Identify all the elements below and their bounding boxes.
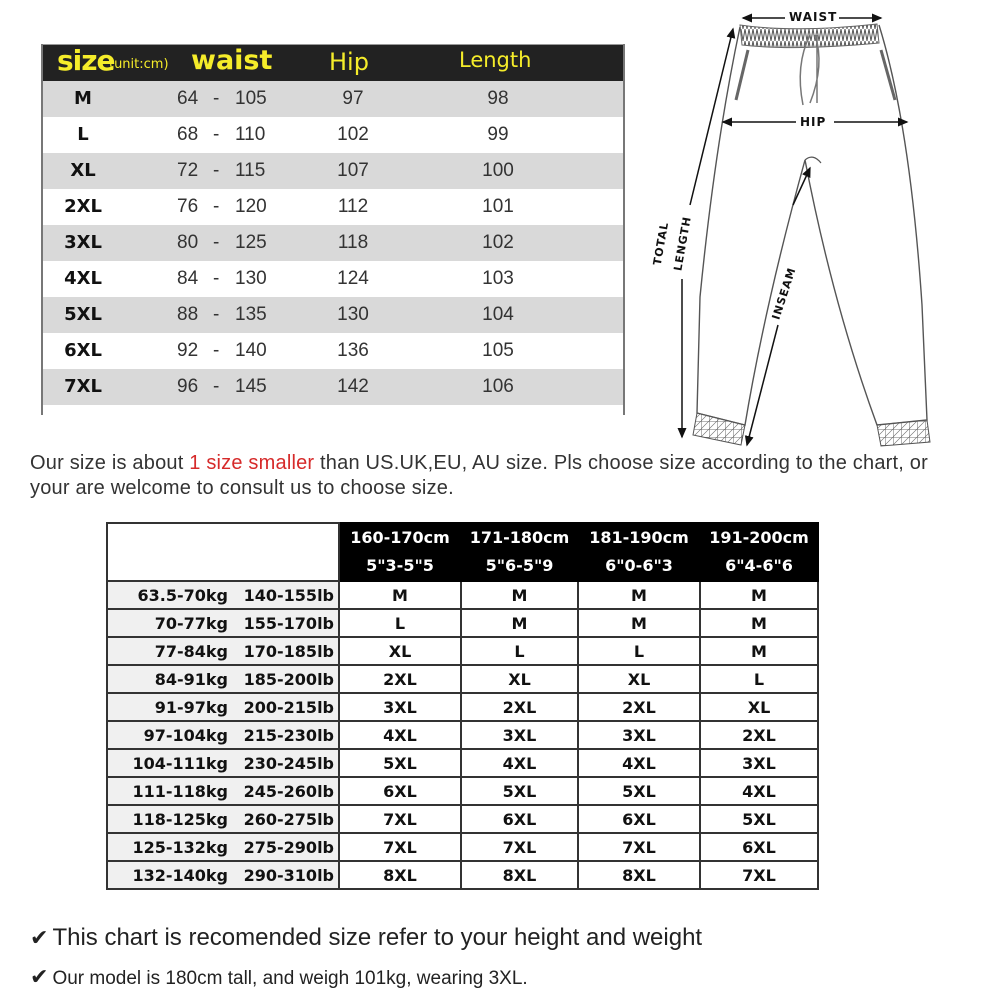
height-ft: 6"4-6"6: [725, 556, 793, 575]
table-tail: [43, 405, 623, 415]
size-cell: 6XL: [64, 340, 102, 361]
weight-lb: 290-310lb: [243, 865, 334, 885]
weight-lb: 245-260lb: [243, 781, 334, 801]
footnote-text: This chart is recomended size refer to your height and weight: [52, 924, 703, 951]
dash: -: [213, 340, 220, 361]
size-cell: L: [77, 124, 89, 145]
table-row: [43, 81, 623, 117]
size-cell: L: [700, 665, 818, 693]
length-cell: 99: [487, 124, 509, 145]
dash: -: [213, 232, 220, 253]
table-row: [43, 189, 623, 225]
hip-cell: 130: [337, 304, 369, 325]
table-row: [107, 777, 818, 805]
size-cell: 2XL: [64, 196, 102, 217]
weight-lb: 170-185lb: [243, 641, 334, 661]
size-cell: 8XL: [461, 861, 578, 889]
total-label: TOTAL: [650, 220, 672, 267]
table-row: [107, 805, 818, 833]
size-cell: 8XL: [578, 861, 700, 889]
table-row: [107, 861, 818, 889]
size-cell: 2XL: [700, 721, 818, 749]
footnote-text: Our model is 180cm tall, and weigh 101kg, wearing 3XL.: [52, 968, 528, 989]
size-cell: XL: [339, 637, 461, 665]
table-row: [107, 721, 818, 749]
weight-cell: [107, 777, 339, 805]
check-icon: ✔: [30, 964, 49, 989]
dash: -: [213, 196, 220, 217]
size-cell: 5XL: [700, 805, 818, 833]
table-row: [43, 297, 623, 333]
height-ft: 6"0-6"3: [605, 556, 673, 575]
corner-cell: [107, 523, 339, 581]
size-cell: 4XL: [700, 777, 818, 805]
header-length: Length: [459, 48, 532, 72]
weight-cell: [107, 693, 339, 721]
size-cell: 4XL: [461, 749, 578, 777]
waist-min-cell: 92: [177, 340, 199, 361]
table-row: [43, 153, 623, 189]
table-row: [43, 333, 623, 369]
header-hip: Hip: [329, 48, 369, 76]
waist-min-cell: 84: [177, 268, 199, 289]
weight-cell: [107, 581, 339, 609]
sizing-note: [30, 451, 930, 501]
weight-kg: 84-91kg: [154, 669, 228, 689]
size-cell: 3XL: [700, 749, 818, 777]
size-cell: 4XL: [578, 749, 700, 777]
height-cm: 181-190cm: [589, 528, 689, 547]
waist-min-cell: 72: [177, 160, 199, 181]
length-cell: 103: [482, 268, 514, 289]
size-cell: 7XL: [578, 833, 700, 861]
weight-lb: 155-170lb: [243, 613, 334, 633]
size-cell: 7XL: [64, 376, 102, 397]
table-row: [107, 693, 818, 721]
size-cell: L: [339, 609, 461, 637]
hip-cell: 97: [342, 88, 364, 109]
hip-cell: 136: [337, 340, 369, 361]
pants-measurement-diagram: [645, 5, 940, 455]
size-cell: 2XL: [339, 665, 461, 693]
size-cell: 5XL: [64, 304, 102, 325]
dash: -: [213, 376, 220, 397]
size-cell: M: [578, 609, 700, 637]
height-col-1: [339, 523, 461, 581]
weight-lb: 215-230lb: [243, 725, 334, 745]
size-cell: 6XL: [461, 805, 578, 833]
size-cell: 3XL: [339, 693, 461, 721]
weight-cell: [107, 637, 339, 665]
waist-max-cell: 130: [235, 268, 267, 289]
dash: -: [213, 88, 220, 109]
hip-cell: 112: [337, 196, 369, 217]
size-cell: XL: [578, 665, 700, 693]
weight-cell: [107, 749, 339, 777]
table-row: [107, 665, 818, 693]
length-cell: 106: [482, 376, 514, 397]
weight-kg: 91-97kg: [154, 697, 228, 717]
size-cell: 3XL: [64, 232, 102, 253]
weight-cell: [107, 833, 339, 861]
length-label: LENGTH: [671, 215, 694, 272]
height-ft: 5"6-5"9: [485, 556, 554, 575]
size-cell: 5XL: [461, 777, 578, 805]
hip-cell: 124: [337, 268, 369, 289]
waist-max-cell: 120: [235, 196, 267, 217]
length-cell: 104: [482, 304, 514, 325]
weight-cell: [107, 609, 339, 637]
hip-label: HIP: [800, 115, 827, 129]
height-weight-size-table: [106, 522, 819, 890]
size-measurement-table: [41, 44, 625, 415]
size-cell: XL: [700, 693, 818, 721]
weight-cell: [107, 805, 339, 833]
weight-cell: [107, 721, 339, 749]
waist-max-cell: 145: [235, 376, 267, 397]
waist-label: WAIST: [789, 10, 838, 24]
weight-lb: 200-215lb: [243, 697, 334, 717]
size-cell: 3XL: [578, 721, 700, 749]
size-cell: 7XL: [339, 833, 461, 861]
weight-lb: 260-275lb: [243, 809, 334, 829]
weight-lb: 275-290lb: [243, 837, 334, 857]
dash: -: [213, 124, 220, 145]
note-text-2: than US.UK,EU, AU size. Pls choose size according to the chart, or your are welcome to consult us to choose size.: [30, 452, 928, 499]
waist-min-cell: 80: [177, 232, 199, 253]
waist-min-cell: 76: [177, 196, 199, 217]
weight-kg: 118-125kg: [132, 809, 228, 829]
dash: -: [213, 304, 220, 325]
height-header-row: [107, 523, 818, 581]
size-cell: 4XL: [64, 268, 102, 289]
size-cell: 5XL: [578, 777, 700, 805]
note-text-1: Our size is about: [30, 452, 190, 474]
weight-kg: 63.5-70kg: [137, 585, 228, 605]
table-row: [43, 261, 623, 297]
length-cell: 98: [487, 88, 509, 109]
table-row: [107, 833, 818, 861]
size-cell: 7XL: [461, 833, 578, 861]
weight-cell: [107, 665, 339, 693]
footnote-model: [30, 964, 528, 990]
size-cell: M: [339, 581, 461, 609]
size-cell: M: [700, 637, 818, 665]
size-cell: 6XL: [578, 805, 700, 833]
weight-kg: 70-77kg: [154, 613, 228, 633]
size-cell: XL: [461, 665, 578, 693]
waist-max-cell: 105: [235, 88, 267, 109]
height-col-4: [700, 523, 818, 581]
height-col-3: [578, 523, 700, 581]
weight-kg: 132-140kg: [132, 865, 228, 885]
hip-cell: 142: [337, 376, 369, 397]
height-cm: 191-200cm: [709, 528, 809, 547]
check-icon: ✔: [30, 925, 49, 950]
weight-kg: 104-111kg: [132, 753, 228, 773]
height-col-2: [461, 523, 578, 581]
size-cell: L: [578, 637, 700, 665]
length-cell: 101: [482, 196, 514, 217]
size-table-header: [43, 44, 623, 81]
waist-max-cell: 110: [235, 124, 266, 145]
weight-lb: 230-245lb: [243, 753, 334, 773]
size-cell: 5XL: [339, 749, 461, 777]
length-cell: 105: [482, 340, 514, 361]
size-cell: 2XL: [578, 693, 700, 721]
size-cell: 6XL: [339, 777, 461, 805]
waist-min-cell: 88: [177, 304, 199, 325]
size-cell: 7XL: [700, 861, 818, 889]
header-unit: (unit:cm): [109, 57, 169, 72]
size-cell: L: [461, 637, 578, 665]
waist-max-cell: 140: [235, 340, 267, 361]
waist-max-cell: 115: [235, 160, 266, 181]
waist-min-cell: 68: [177, 124, 199, 145]
weight-kg: 111-118kg: [132, 781, 228, 801]
weight-lb: 140-155lb: [243, 585, 334, 605]
size-cell: M: [700, 581, 818, 609]
length-cell: 100: [482, 160, 514, 181]
height-cm: 171-180cm: [469, 528, 570, 547]
size-cell: M: [461, 609, 578, 637]
size-cell: M: [578, 581, 700, 609]
table-row: [43, 369, 623, 405]
footnote-recommendation: [30, 924, 702, 952]
table-row: [107, 637, 818, 665]
dash: -: [213, 268, 220, 289]
size-cell: 4XL: [339, 721, 461, 749]
note-highlight: 1 size smaller: [189, 452, 315, 474]
waist-max-cell: 125: [235, 232, 267, 253]
weight-lb: 185-200lb: [243, 669, 334, 689]
hip-cell: 118: [337, 232, 369, 253]
inseam-label: INSEAM: [769, 265, 799, 322]
size-cell: 3XL: [461, 721, 578, 749]
weight-cell: [107, 861, 339, 889]
weight-kg: 97-104kg: [143, 725, 228, 745]
table-row: [43, 225, 623, 261]
size-cell: XL: [70, 160, 96, 181]
weight-kg: 77-84kg: [154, 641, 228, 661]
size-cell: M: [700, 609, 818, 637]
size-cell: 8XL: [339, 861, 461, 889]
size-cell: M: [74, 88, 92, 109]
header-size: size: [57, 44, 115, 77]
waist-max-cell: 135: [235, 304, 267, 325]
size-cell: M: [461, 581, 578, 609]
waist-min-cell: 64: [177, 88, 199, 109]
size-cell: 2XL: [461, 693, 578, 721]
waist-min-cell: 96: [177, 376, 199, 397]
length-cell: 102: [482, 232, 514, 253]
table-row: [107, 581, 818, 609]
height-cm: 160-170cm: [350, 528, 450, 547]
size-cell: 7XL: [339, 805, 461, 833]
table-row: [107, 609, 818, 637]
table-row: [107, 749, 818, 777]
table-row: [43, 117, 623, 153]
hip-cell: 102: [337, 124, 369, 145]
height-ft: 5"3-5"5: [366, 556, 434, 575]
weight-kg: 125-132kg: [132, 837, 228, 857]
header-waist: waist: [191, 45, 273, 76]
hip-cell: 107: [337, 160, 369, 181]
size-cell: 6XL: [700, 833, 818, 861]
dash: -: [213, 160, 220, 181]
